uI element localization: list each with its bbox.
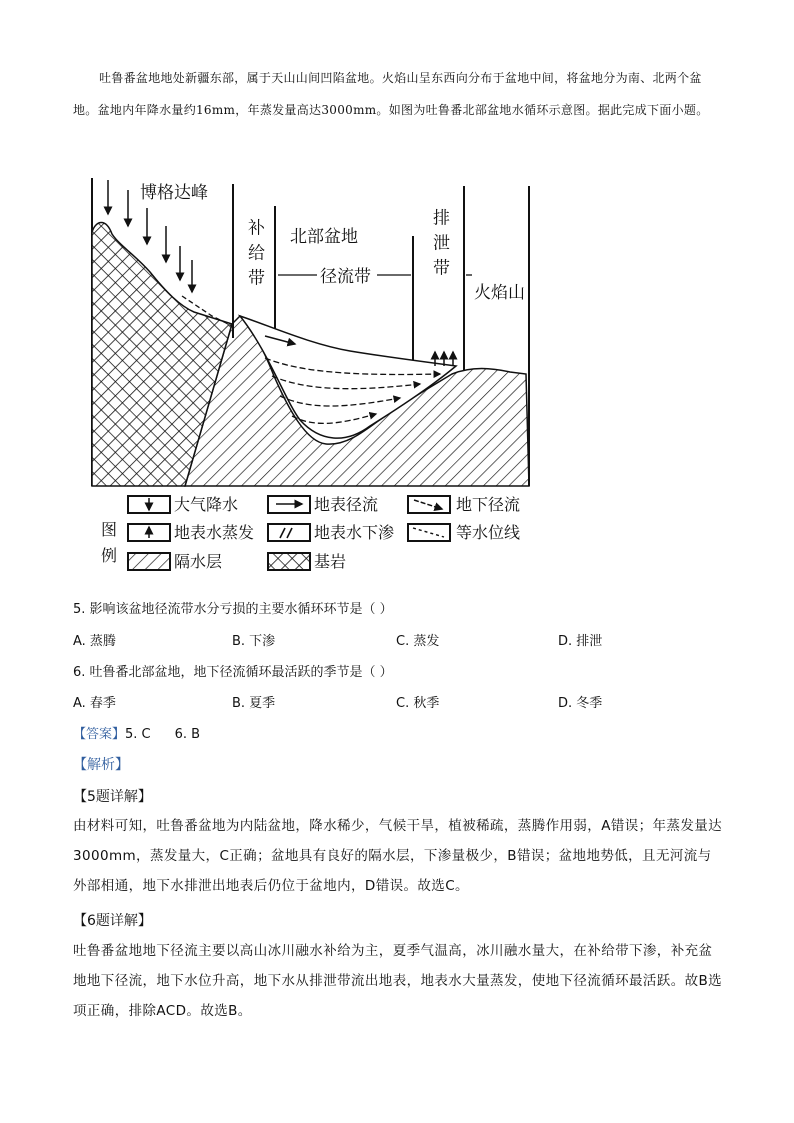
q5-option-c[interactable]: C. 蒸发 [396, 634, 440, 649]
detail-5-heading: 【5题详解】 [73, 789, 152, 805]
legend-item-surface-runoff: 地表径流 [314, 495, 379, 514]
legend-item-impermeable: 隔水层 [174, 552, 223, 571]
legend-item-evaporation: 地表水蒸发 [174, 523, 255, 542]
answer-6: 6. B [174, 727, 201, 742]
question-5-stem: 5. 影响该盆地径流带水分亏损的主要水循环环节是（ ） [73, 602, 393, 617]
analysis-label: 【解析】 [73, 757, 129, 773]
recharge-zone-label: 补给带 [244, 218, 264, 294]
q6-option-d[interactable]: D. 冬季 [558, 696, 603, 711]
mountain-label: 火焰山 [474, 283, 525, 303]
detail-6-text: 吐鲁番盆地地下径流主要以高山冰川融水补给为主，夏季气温高，冰川融水量大，在补给带下渗，补充盆地地下径流，地下水位升高，地下水从排泄带流出地表，地表水大量蒸发，使地下径流循环最活跃。故B选项正确，排除ACD。故选B。 [73, 943, 723, 1019]
basin-label: 北部盆地 [290, 227, 358, 247]
answer-line [73, 723, 200, 742]
q6-option-c[interactable]: C. 秋季 [396, 696, 440, 711]
intro-paragraph: 吐鲁番盆地地处新疆东部，属于天山山间凹陷盆地。火焰山呈东西向分布于盆地中间，将盆地分为南、北两个盆地。盆地内年降水量约16mm，年蒸发量高达3000mm。如图为吐鲁番北部盆地水循环示意图。据此完成下面小题。 [73, 71, 709, 117]
legend-item-infiltration: 地表水下渗 [314, 523, 395, 542]
q5-option-d[interactable]: D. 排泄 [558, 634, 603, 649]
q5-option-a[interactable]: A. 蒸腾 [73, 634, 116, 649]
legend-title: 图例 [98, 521, 118, 573]
runoff-zone-label: 径流带 [320, 267, 371, 287]
peak-label: 博格达峰 [140, 183, 208, 203]
legend-item-water-table: 等水位线 [456, 523, 521, 542]
answer-5: 5. C [125, 727, 151, 742]
detail-6-heading: 【6题详解】 [73, 913, 152, 929]
question-6-stem: 6. 吐鲁番北部盆地，地下径流循环最活跃的季节是（ ） [73, 665, 393, 680]
detail-5-text: 由材料可知，吐鲁番盆地为内陆盆地，降水稀少，气候干旱，植被稀疏，蒸腾作用弱，A错误；年蒸发量达3000mm，蒸发量大，C正确；盆地具有良好的隔水层，下渗量极少，B错误；盆地地势低，且无河流与外部相通，地下水排泄出地表后仍位于盆地内，D错误。故选C。 [73, 818, 723, 894]
answer-label: 【答案】 [73, 727, 126, 742]
legend-item-bedrock: 基岩 [314, 552, 347, 571]
legend-item-groundwater-flow: 地下径流 [456, 495, 521, 514]
discharge-zone-label: 排泄带 [429, 208, 449, 284]
q6-option-a[interactable]: A. 春季 [73, 696, 116, 711]
legend-item-precipitation: 大气降水 [174, 495, 239, 514]
q6-option-b[interactable]: B. 夏季 [232, 696, 276, 711]
legend [99, 495, 521, 573]
water-cycle-diagram [80, 176, 540, 578]
q5-option-b[interactable]: B. 下渗 [232, 634, 276, 649]
